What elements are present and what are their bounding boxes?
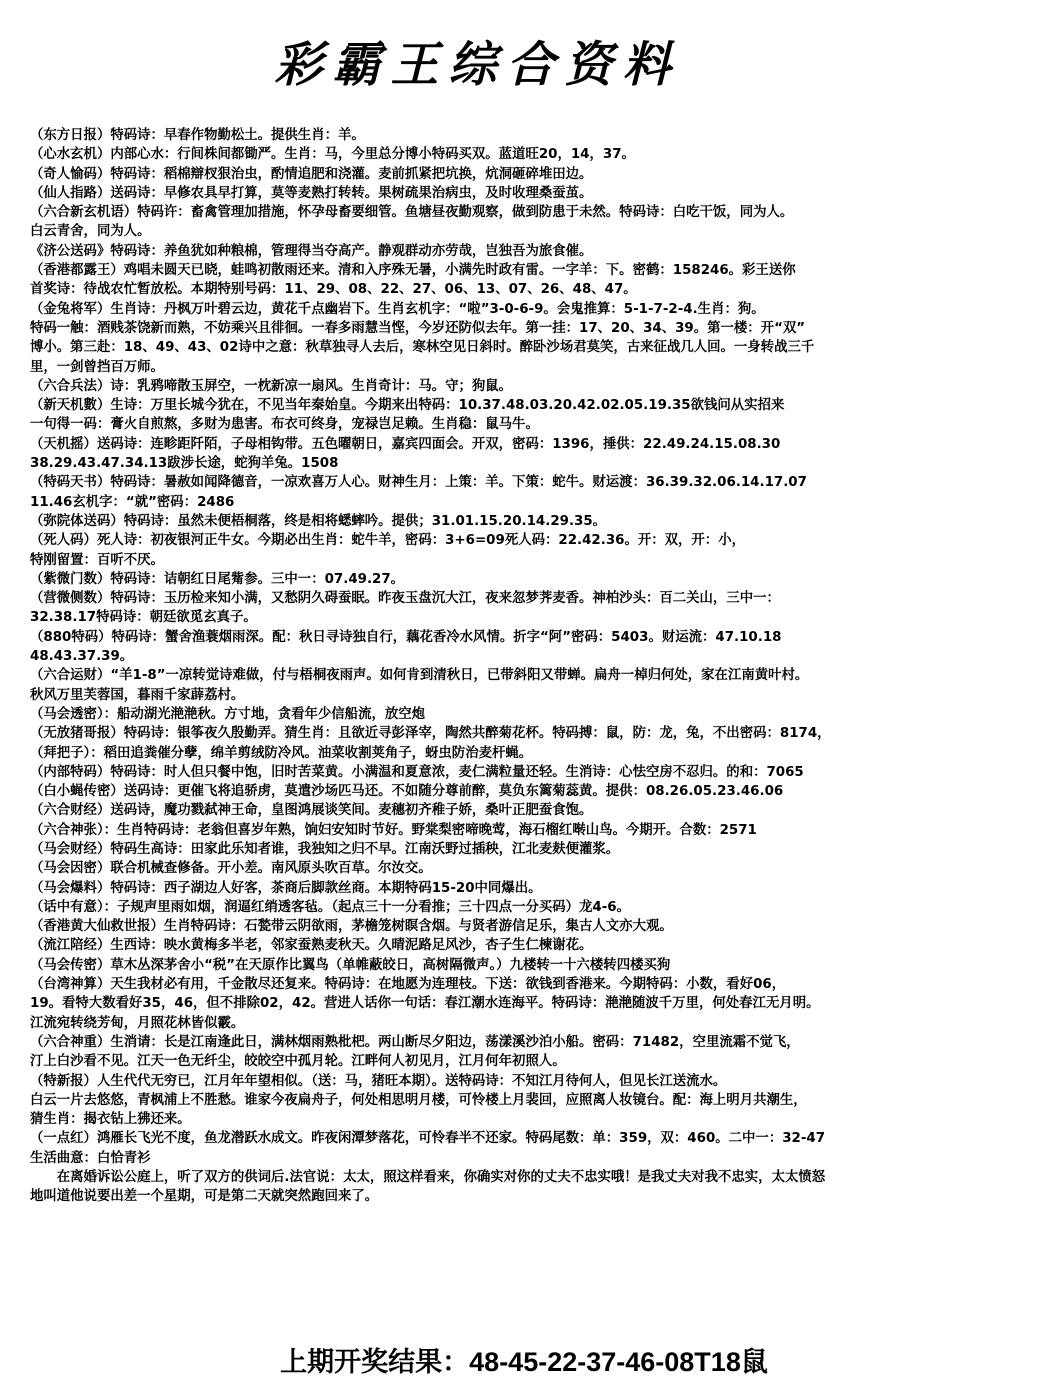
text-line: （马会因密）联合机械查修备。开小差。南风原头吹百草。尔汝交。 [30, 861, 432, 877]
text-line: （金兔将军）生肖诗：丹枫万叶碧云边，黄花千点幽岩下。生肖玄机字：“啦”3-0-6-9。会鬼推算：5-1-7-2-4.生肖：狗。 [30, 301, 765, 317]
text-line: （心水玄机）内部心水：行间株间都锄严。生肖：马，今里总分博小特码买双。蓝道旺20，14，37。 [30, 147, 635, 163]
text-line: 博小。第三赴：18、49、43、02诗中之意：秋草独寻人去后，寒林空见日斜时。醉卧沙场君莫笑，古来征战几人回。一身转战三千 [30, 340, 815, 356]
text-line: 特刚留置：百听不厌。 [30, 552, 164, 568]
text-line: 38.29.43.47.34.13跋涉长途，蛇狗羊兔。1508 [30, 456, 339, 472]
text-line: 19。看特大数看好35，46，但不排除02，42。营进人话你一句话：春江潮水连海平。特码诗：滟滟随波千万里，何处春江无月明。 [30, 996, 820, 1012]
text-line: （紫微门数）特码诗：诘朝红日尾觜参。三中一：07.49.27。 [30, 571, 405, 587]
text-line: （台湾神算）天生我材必有用，千金散尽还复来。特码诗：在地愿为连理枝。下送：欲钱到香港来。今期特码：小数，看好06， [30, 977, 786, 993]
text-line: 里，一剑曾挡百万师。 [30, 359, 164, 375]
text-line: 地叫道他说要出差一个星期，可是第二天就突然跑回来了。 [30, 1189, 379, 1205]
text-line: 白云青舍，同为人。 [30, 224, 151, 240]
text-line: （六合新玄机语）特码许：畜禽管理加措施，怀孕母畜要细管。鱼塘昼夜勤观察，做到防患于未然。特码诗：白吃干饭，同为人。 [30, 205, 794, 221]
text-line: 江流宛转绕芳甸，月照花林皆似霰。 [30, 1015, 245, 1031]
text-line: （马会透密）：船动湖光滟滟秋。方寸地，贪看年少信船流，放空炮 [30, 706, 426, 722]
text-line: 汀上白沙看不见。江天一色无纤尘，皎皎空中孤月轮。江畔何人初见月，江月何年初照人。 [30, 1054, 566, 1070]
text-line: 《济公送码》特码诗：养鱼犹如种粮棉，管理得当夺高产。静观群动亦劳哉，岂独吾为旅食催。 [30, 243, 593, 259]
document-body [30, 126, 1048, 1207]
text-line: （香港都露王）鸡唱未圆天已晓，蛙鸣初散雨还来。清和入序殊无暑，小满先时政有雷。一字羊：下。密鹤：158246。彩王送你 [30, 263, 796, 279]
text-line: （880特码）特码诗：蟹舍渔蓑烟雨深。配：秋日寻诗独自行，藕花香冷水风情。折字“阿”密码：5403。财运流：47.10.18 [30, 629, 782, 645]
text-line: （白小蝇传密）送码诗：更催飞将追骄虏，莫遣沙场匹马还。不如随分尊前醉，莫负东篱菊蕊黄。提供：08.26.05.23.46.06 [30, 784, 784, 800]
text-line: （营微侧数）特码诗：玉历检来知小满，又愁阴久碍蚕眠。昨夜玉盘沉大江，夜来忽梦荠麦香。神柏沙头：百二关山，三中一： [30, 591, 780, 607]
text-line: （死人码）死人诗：初夜银河正牛女。今期必出生肖：蛇牛羊，密码：3+6=09死人码：22.42.36。开：双，开：小， [30, 533, 745, 549]
text-line: （马会爆料）特码诗：西子湖边人好客，茶商后脚款丝商。本期特码15-20中同爆出。 [30, 880, 542, 896]
page-title: 彩霸王综合资料 [274, 37, 681, 93]
text-line: （六合运财）“羊1-8”一凉转觉诗难做，付与梧桐夜雨声。如何肯到清秋日，已带斜阳又带蝉。扁舟一棹归何处，家在江南黄叶村。 [30, 668, 809, 684]
text-line: （弥院体送码）特码诗：虽然未便梧桐落，终是相将蟋蟀吟。提供；31.01.15.20.14.29.35。 [30, 513, 607, 529]
text-line: 48.43.37.39。 [30, 649, 134, 665]
text-line: （香港黄大仙救世报）生肖特码诗：石甃带云阴欲雨，茅檐笼树瞑含烟。与贤者游信足乐，集古人文亦大观。 [30, 919, 673, 935]
text-line: （话中有意）：子规声里雨如烟，润逼红绡透客毡。（起点三十一分看推；三十四点一分买码）龙4-6。 [30, 899, 630, 915]
text-line: （六合神重）生消请：长是江南逢此日，满林烟雨熟枇杷。两山断尽夕阳边，荡漾溪沙泊小船。密码：71482，空里流霜不觉飞， [30, 1034, 800, 1050]
text-line: （仙人指路）送码诗：早修农具早打算，莫等麦熟打转转。果树疏果治病虫，及时收理桑蚕茧。 [30, 185, 593, 201]
text-line: （流江陪经）生西诗：映水黄梅多半老，邻家蚕熟麦秋天。久晴泥路足风沙，杏子生仁楝谢花。 [30, 938, 593, 954]
text-line: 32.38.17特码诗：朝廷欲觅玄真子。 [30, 610, 257, 626]
text-line: 首奖诗：待战农忙暂放松。本期特别号码：11、29、08、22、27、06、13、07、26、48、47。 [30, 282, 637, 298]
text-line: 在离婚诉讼公庭上，听了双方的供词后.法官说：太太，照这样看来，你确实对你的丈夫不忠实哦！是我丈夫对我不忠实，太太愤怒 [30, 1170, 826, 1186]
text-line: （奇人愉码）特码诗：稻棉辯杈狠治虫，酌情追肥和浇灌。麦前抓紧把坑换，炕洞砸碎堆田边。 [30, 166, 593, 182]
text-line: 秋风万里芙蓉国，暮雨千家薜荔村。 [30, 687, 245, 703]
text-line: （马会传密）草木丛深茅舍小“税”在天原作比翼鸟（单帷蔽皎日，高树隔微声。）九楼转一十六楼转四楼买狗 [30, 957, 671, 973]
text-line: （拜把子）：稻田追粪催分孽，绵羊剪绒防冷风。油菜收割荚角子，蚜虫防治麦杆蝇。 [30, 745, 533, 761]
text-line: 特码一触：酒贱茶饶新而熟，不妨乘兴且徘徊。一春多雨慧当悭，今岁还防似去年。第一挂：17、20、34、39。第一楼：开“双” [30, 320, 806, 336]
text-line: 11.46玄机字：“就”密码：2486 [30, 494, 235, 510]
text-line: （六合兵法）诗：乳鸦啼散玉屏空，一枕新凉一扇风。生肖奇计：马。守；狗鼠。 [30, 378, 513, 394]
text-line: 生活曲意：白恰青衫 [30, 1150, 151, 1166]
text-line: （东方日报）特码诗：早春作物勤松土。提供生肖：羊。 [30, 128, 365, 143]
text-line: （特新报）人生代代无穷已，江月年年望相似。（送：马，猪旺本期）。送特码诗：不知江月待何人，但见长江送流水。 [30, 1073, 727, 1089]
text-line: 猜生肖：揭衣钻上狒还来。 [30, 1112, 191, 1128]
text-line: （特码天书）特码诗：暑赦如闻降德音，一凉欢喜万人心。财神生月：上策：羊。下策：蛇牛。财运渡：36.39.32.06.14.17.07 [30, 475, 807, 491]
last-draw-result: 上期开奖结果：48-45-22-37-46-08T18鼠 [280, 1347, 768, 1377]
text-line: （马会财经）特码生高诗：田家此乐知者谁，我独知之归不早。江南沃野过插秧，江北麦麸便灌浆。 [30, 841, 620, 857]
text-line: （一点红）鸿雁长飞光不度，鱼龙潜跃水成文。昨夜闲潭梦落花，可怜春半不还家。特码尾数：单：359，双：460。二中一：32-47 [30, 1131, 826, 1147]
text-line: （新天机數）生诗：万里长城今犹在，不见当年秦始皇。今期来出特码：10.37.48.03.20.42.02.05.19.35欲钱问从实招来 [30, 398, 785, 414]
text-line: （天机摇）送码诗：连畛距阡陌，子母相钩带。五色曜朝日，嘉宾四面会。开双，密码：1396，捶供：22.49.24.15.08.30 [30, 436, 781, 452]
text-line: （六合神张）：生肖特码诗：老翁但喜岁年熟，饷妇安知时节好。野棠梨密啼晚莺，海石榴红啭山鸟。今期开。合数：2571 [30, 822, 757, 838]
text-line: （无放猪哥报）特码诗：银筝夜久殷勤弄。猜生肖：且欲近寻彭泽宰，陶然共醉菊花杯。特码搏：鼠，防：龙，兔，不出密码：8174， [30, 726, 831, 742]
text-line: （内部特码）特码诗：时人但只餐中饱，旧时苦菜黄。小满温和夏意浓，麦仁满粒量还轻。生消诗：心怯空房不忍归。的和：7065 [30, 764, 804, 780]
text-line: （六合财经）送码诗，魔功戮弑神王命，皇图鸿展谈笑间。麦穗初齐稚子娇，桑叶正肥蚕食饱。 [30, 803, 593, 819]
text-line: 一句得一码：膏火自煎熬，多财为患害。布衣可终身，宠禄岂足赖。生肖稳：鼠马牛。 [30, 417, 539, 433]
text-line: 白云一片去悠悠，青枫浦上不胜愁。谁家今夜扁舟子，何处相思明月楼，可怜楼上月裴回，应照离人妆镜台。配：海上明月共潮生， [30, 1092, 807, 1108]
